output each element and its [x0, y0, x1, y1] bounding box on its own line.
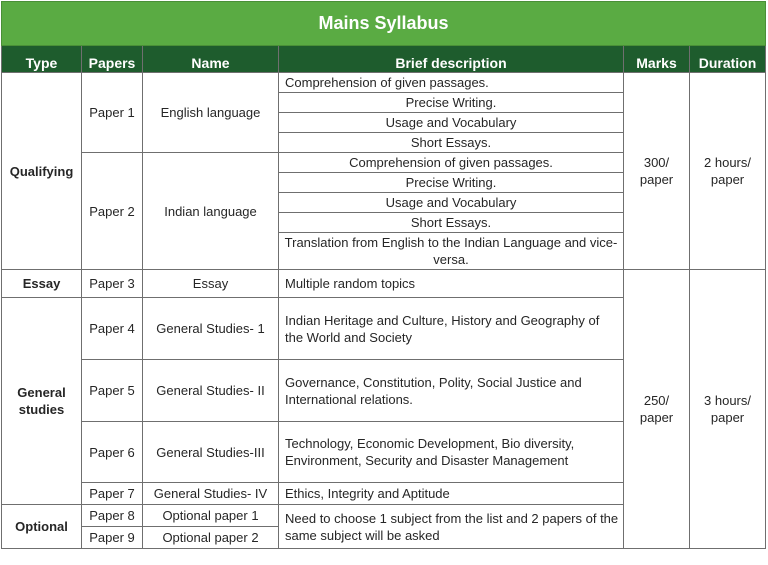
paper-4-name: General Studies- 1	[143, 298, 279, 360]
paper-1-item: Precise Writing.	[279, 93, 624, 113]
paper-2-item: Precise Writing.	[279, 173, 624, 193]
paper-1-item: Usage and Vocabulary	[279, 113, 624, 133]
paper-2-item: Short Essays.	[279, 213, 624, 233]
paper-4-description: Indian Heritage and Culture, History and Geography of the World and Society	[279, 298, 624, 360]
paper-5-description: Governance, Constitution, Polity, Social Justice and International relations.	[279, 360, 624, 422]
paper-1-name: English language	[143, 73, 279, 153]
type-essay: Essay	[2, 270, 82, 298]
paper-7-name: General Studies- IV	[143, 483, 279, 505]
paper-7-number: Paper 7	[82, 483, 143, 505]
paper-1-item: Comprehension of given passages.	[279, 73, 624, 93]
paper-6-name: General Studies-III	[143, 422, 279, 483]
paper-2-number: Paper 2	[82, 153, 143, 270]
paper-5-number: Paper 5	[82, 360, 143, 422]
paper-2-item: Comprehension of given passages.	[279, 153, 624, 173]
paper-6-description: Technology, Economic Development, Bio diversity, Environment, Security and Disaster Management	[279, 422, 624, 483]
paper-1-item: Short Essays.	[279, 133, 624, 153]
table-title: Mains Syllabus	[2, 2, 766, 46]
paper-3-number: Paper 3	[82, 270, 143, 298]
paper-8-name: Optional paper 1	[143, 505, 279, 527]
paper-6-number: Paper 6	[82, 422, 143, 483]
paper-9-number: Paper 9	[82, 527, 143, 549]
general-duration: 3 hours/ paper	[690, 270, 766, 549]
header-type: Type	[2, 46, 82, 73]
type-general-studies: General studies	[2, 298, 82, 505]
optional-description: Need to choose 1 subject from the list and 2 papers of the same subject will be asked	[279, 505, 624, 549]
paper-9-name: Optional paper 2	[143, 527, 279, 549]
paper-3-name: Essay	[143, 270, 279, 298]
paper-2-item: Translation from English to the Indian Language and vice-versa.	[279, 233, 624, 270]
header-papers: Papers	[82, 46, 143, 73]
type-qualifying: Qualifying	[2, 73, 82, 270]
general-marks: 250/ paper	[624, 270, 690, 549]
header-duration: Duration	[690, 46, 766, 73]
paper-1-number: Paper 1	[82, 73, 143, 153]
paper-3-description: Multiple random topics	[279, 270, 624, 298]
mains-syllabus-table	[1, 1, 766, 549]
qualifying-duration: 2 hours/ paper	[690, 73, 766, 270]
type-optional: Optional	[2, 505, 82, 549]
paper-4-number: Paper 4	[82, 298, 143, 360]
paper-2-item: Usage and Vocabulary	[279, 193, 624, 213]
paper-5-name: General Studies- II	[143, 360, 279, 422]
header-marks: Marks	[624, 46, 690, 73]
paper-8-number: Paper 8	[82, 505, 143, 527]
header-name: Name	[143, 46, 279, 73]
paper-7-description: Ethics, Integrity and Aptitude	[279, 483, 624, 505]
paper-2-name: Indian language	[143, 153, 279, 270]
header-row	[2, 46, 766, 73]
qualifying-marks: 300/ paper	[624, 73, 690, 270]
header-description: Brief description	[279, 46, 624, 73]
